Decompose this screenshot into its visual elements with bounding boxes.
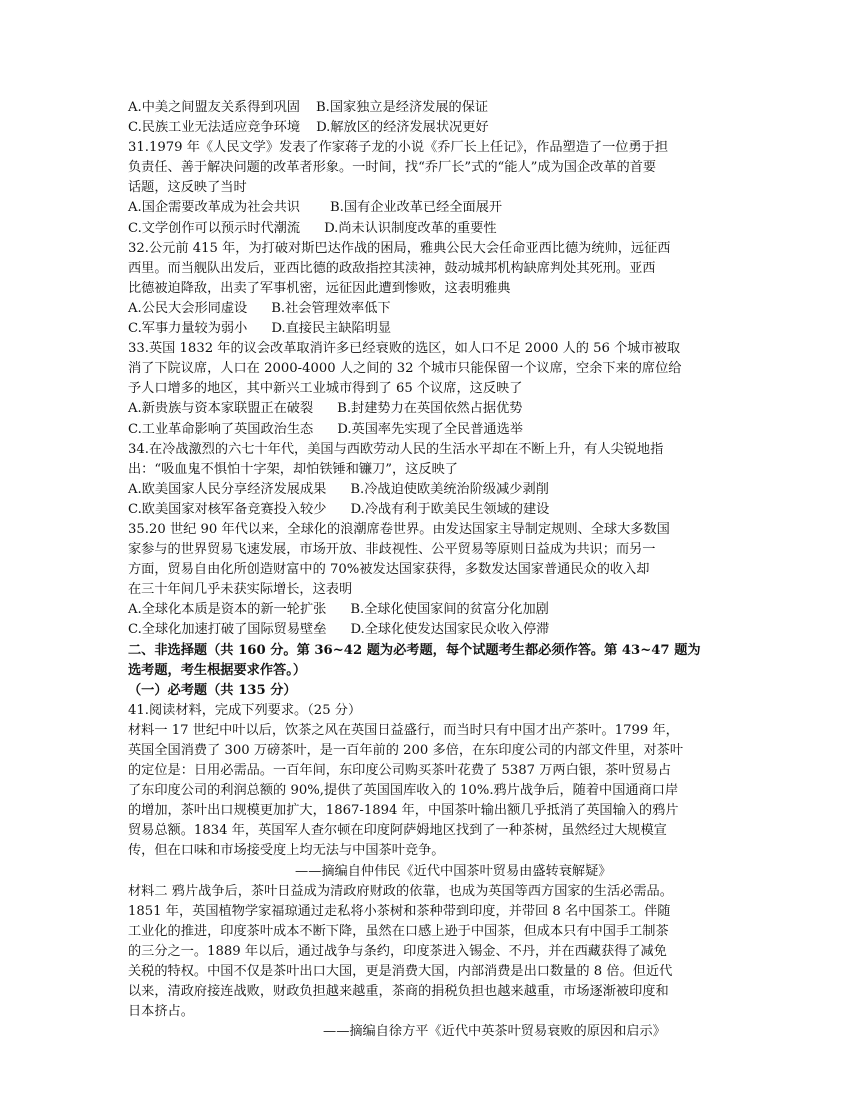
- subsection-heading: （一）必考题（共 135 分）: [128, 682, 297, 698]
- q30-options-row-1: [128, 98, 738, 118]
- option-c: C.欧美国家对核军备竞赛投入较少: [128, 501, 327, 517]
- material1-line: 材料一 17 世纪中叶以后，饮茶之风在英国日益盛行，而当时只有中国才出产茶叶。1799 年，: [128, 722, 679, 738]
- q34-options-row-2: [128, 500, 738, 520]
- option-c: C.民族工业无法适应竞争环境: [128, 120, 301, 136]
- q35-stem-line: 家参与的世界贸易飞速发展，市场开放、非歧视性、公平贸易等原则日益成为共识；而另一: [128, 542, 656, 558]
- section-heading: 选考题，考生根据要求作答。）: [128, 662, 307, 678]
- q34-options-row-1: [128, 480, 738, 500]
- option-c: C.军事力量较为弱小: [128, 321, 248, 337]
- material1-line: 英国全国消费了 300 万磅茶叶，是一百年前的 200 多倍，在东印度公司的内部文件里，对茶叶: [128, 743, 684, 758]
- material2-line: 日本挤占。: [128, 1004, 194, 1020]
- q31-stem-line: 31.1979 年《人民文学》发表了作家蒋子龙的小说《乔厂长上任记》，作品塑造了一位勇于担: [128, 140, 669, 156]
- q30-options-row-2: [128, 118, 738, 138]
- q35-stem-line: 方面，贸易自由化所创造财富中的 70%被发达国家获得，多数发达国家普通民众的收入却: [128, 562, 650, 578]
- option-d: D.尚未认识制度改革的重要性: [324, 220, 497, 236]
- option-d: D.解放区的经济发展状况更好: [316, 120, 489, 136]
- option-b: B.封建势力在英国依然占据优势: [337, 401, 523, 417]
- material2-source: ——摘编自徐方平《近代中英茶叶贸易衰败的原因和启示》: [323, 1024, 666, 1040]
- section-heading: 二、非选择题（共 160 分。第 36~42 题为必考题，每个试题考生都必须作答。第 43~47 题为: [128, 642, 701, 658]
- material2-line: 材料二 鸦片战争后，茶叶日益成为清政府财政的依靠，也成为英国等西方国家的生活必需品。: [128, 883, 673, 899]
- q32-stem-line: 比德被迫降敌，出卖了军事机密，远征因此遭到惨败，这表明雅典: [128, 280, 511, 296]
- q32-options-row-1: [128, 299, 738, 319]
- option-c: C.工业革命影响了英国政治生态: [128, 421, 314, 437]
- option-a: A.欧美国家人民分享经济发展成果: [128, 481, 327, 497]
- material2-line: 以来，清政府接连战败，财政负担越来越重，茶商的捐税负担也越来越重，市场逐渐被印度和: [128, 984, 669, 1000]
- q32-options-row-2: [128, 319, 738, 339]
- option-b: B.国有企业改革已经全面展开: [329, 200, 503, 216]
- material1-line: 的增加，茶叶出口规模更加扩大，1867-1894 年，中国茶叶输出额几乎抵消了英国输入的鸦片: [128, 803, 679, 819]
- q34-stem-line: 出：“吸血鬼不惧怕十字架，却怕铁锤和镰刀”，这反映了: [128, 461, 458, 477]
- material2-line: 1851 年，英国植物学家福琼通过走私将小茶树和茶种带到印度，并带回 8 名中国茶工。伴随: [128, 903, 671, 919]
- material1-line: 贸易总额。1834 年，英国军人查尔顿在印度阿萨姆地区找到了一种茶树，虽然经过大规模宣: [128, 823, 667, 839]
- q33-stem-line: 予人口增多的地区，其中新兴工业城市得到了 65 个议席，这反映了: [128, 381, 523, 397]
- q35-options-row-2: [128, 620, 738, 640]
- option-a: A.公民大会形同虚设: [128, 300, 248, 316]
- option-b: B.冷战迫使欧美统治阶级减少剥削: [350, 481, 549, 497]
- option-b: B.全球化使国家间的贫富分化加剧: [350, 602, 549, 618]
- material1-source: ——摘编自仲伟民《近代中国茶叶贸易由盛转衰解疑》: [295, 863, 612, 879]
- material1-line: 传，但在口味和市场接受度上均无法与中国茶叶竞争。: [128, 843, 445, 859]
- option-b: B.国家独立是经济发展的保证: [315, 100, 489, 115]
- q41-title: 41.阅读材料，完成下列要求。（25 分）: [128, 702, 362, 718]
- q35-options-row-1: [128, 600, 738, 620]
- q33-stem-line: 消了下院议席，人口在 2000-4000 人之间的 32 个城市只能保留一个议席，空余下来的席位给: [128, 361, 682, 377]
- option-a: A.新贵族与资本家联盟正在破裂: [128, 401, 314, 417]
- material1-line: 了东印度公司的利润总额的 90%,提供了英国国库收入的 10%.鸦片战争后，随着中国通商口岸: [128, 783, 679, 799]
- material2-line: 工业化的推进，印度茶叶成本不断下降，虽然在口感上逊于中国茶，但成本只有中国手工制茶: [128, 923, 669, 939]
- material1-line: 的定位是：日用必需品。一百年间，东印度公司购买茶叶花费了 5387 万两白银，茶叶贸易占: [128, 763, 672, 779]
- option-b: B.社会管理效率低下: [271, 300, 391, 316]
- q31-stem-line: 负责任、善于解决问题的改革者形象。一时间，找“乔厂长”式的“能人”成为国企改革的首要: [128, 160, 657, 176]
- q35-stem-line: 在三十年间几乎未获实际增长，这表明: [128, 582, 353, 598]
- option-a: A.全球化本质是资本的新一轮扩张: [128, 602, 327, 618]
- option-a: A.中美之间盟友关系得到巩固: [128, 100, 300, 115]
- option-a: A.国企需要改革成为社会共识: [128, 200, 300, 216]
- option-c: C.文学创作可以预示时代潮流: [128, 220, 301, 236]
- q34-stem-line: 34.在冷战激烈的六七十年代，美国与西欧劳动人民的生活水平却在不断上升，有人尖锐地指: [128, 441, 664, 457]
- q33-options-row-2: [128, 420, 738, 440]
- material2-line: 关税的特权。中国不仅是茶叶出口大国，更是消费大国，内部消费是出口数量的 8 倍。但近代: [128, 964, 673, 980]
- material2-line: 的三分之一。1889 年以后，通过战争与条约，印度茶进入锡金、不丹，并在西藏获得了减免: [128, 943, 667, 959]
- exam-page: [128, 98, 738, 1042]
- option-d: D.冷战有利于欧美民生领域的建设: [350, 501, 550, 517]
- q32-stem-line: 32.公元前 415 年，为打破对斯巴达作战的困局，雅典公民大会任命亚西比德为统帅，远征西: [128, 240, 671, 256]
- q35-stem-line: 35.20 世纪 90 年代以来，全球化的浪潮席卷世界。由发达国家主导制定规则、全球大多数国: [128, 521, 670, 537]
- q33-stem-line: 33.英国 1832 年的议会改革取消许多已经衰败的选区，如人口不足 2000 人的 56 个城市被取: [128, 341, 681, 357]
- q31-options-row-1: [128, 198, 738, 218]
- option-d: D.直接民主缺陷明显: [271, 321, 392, 337]
- option-d: D.英国率先实现了全民普通选举: [337, 421, 523, 437]
- q31-options-row-2: [128, 219, 738, 239]
- q33-options-row-1: [128, 399, 738, 419]
- q31-stem-line: 话题，这反映了当时: [128, 180, 247, 196]
- option-c: C.全球化加速打破了国际贸易壁垒: [128, 622, 327, 638]
- option-d: D.全球化使发达国家民众收入停滞: [350, 622, 550, 638]
- q32-stem-line: 西里。而当舰队出发后，亚西比德的政敌指控其渎神，鼓动城邦机构缺席判处其死刑。亚西: [128, 260, 656, 276]
